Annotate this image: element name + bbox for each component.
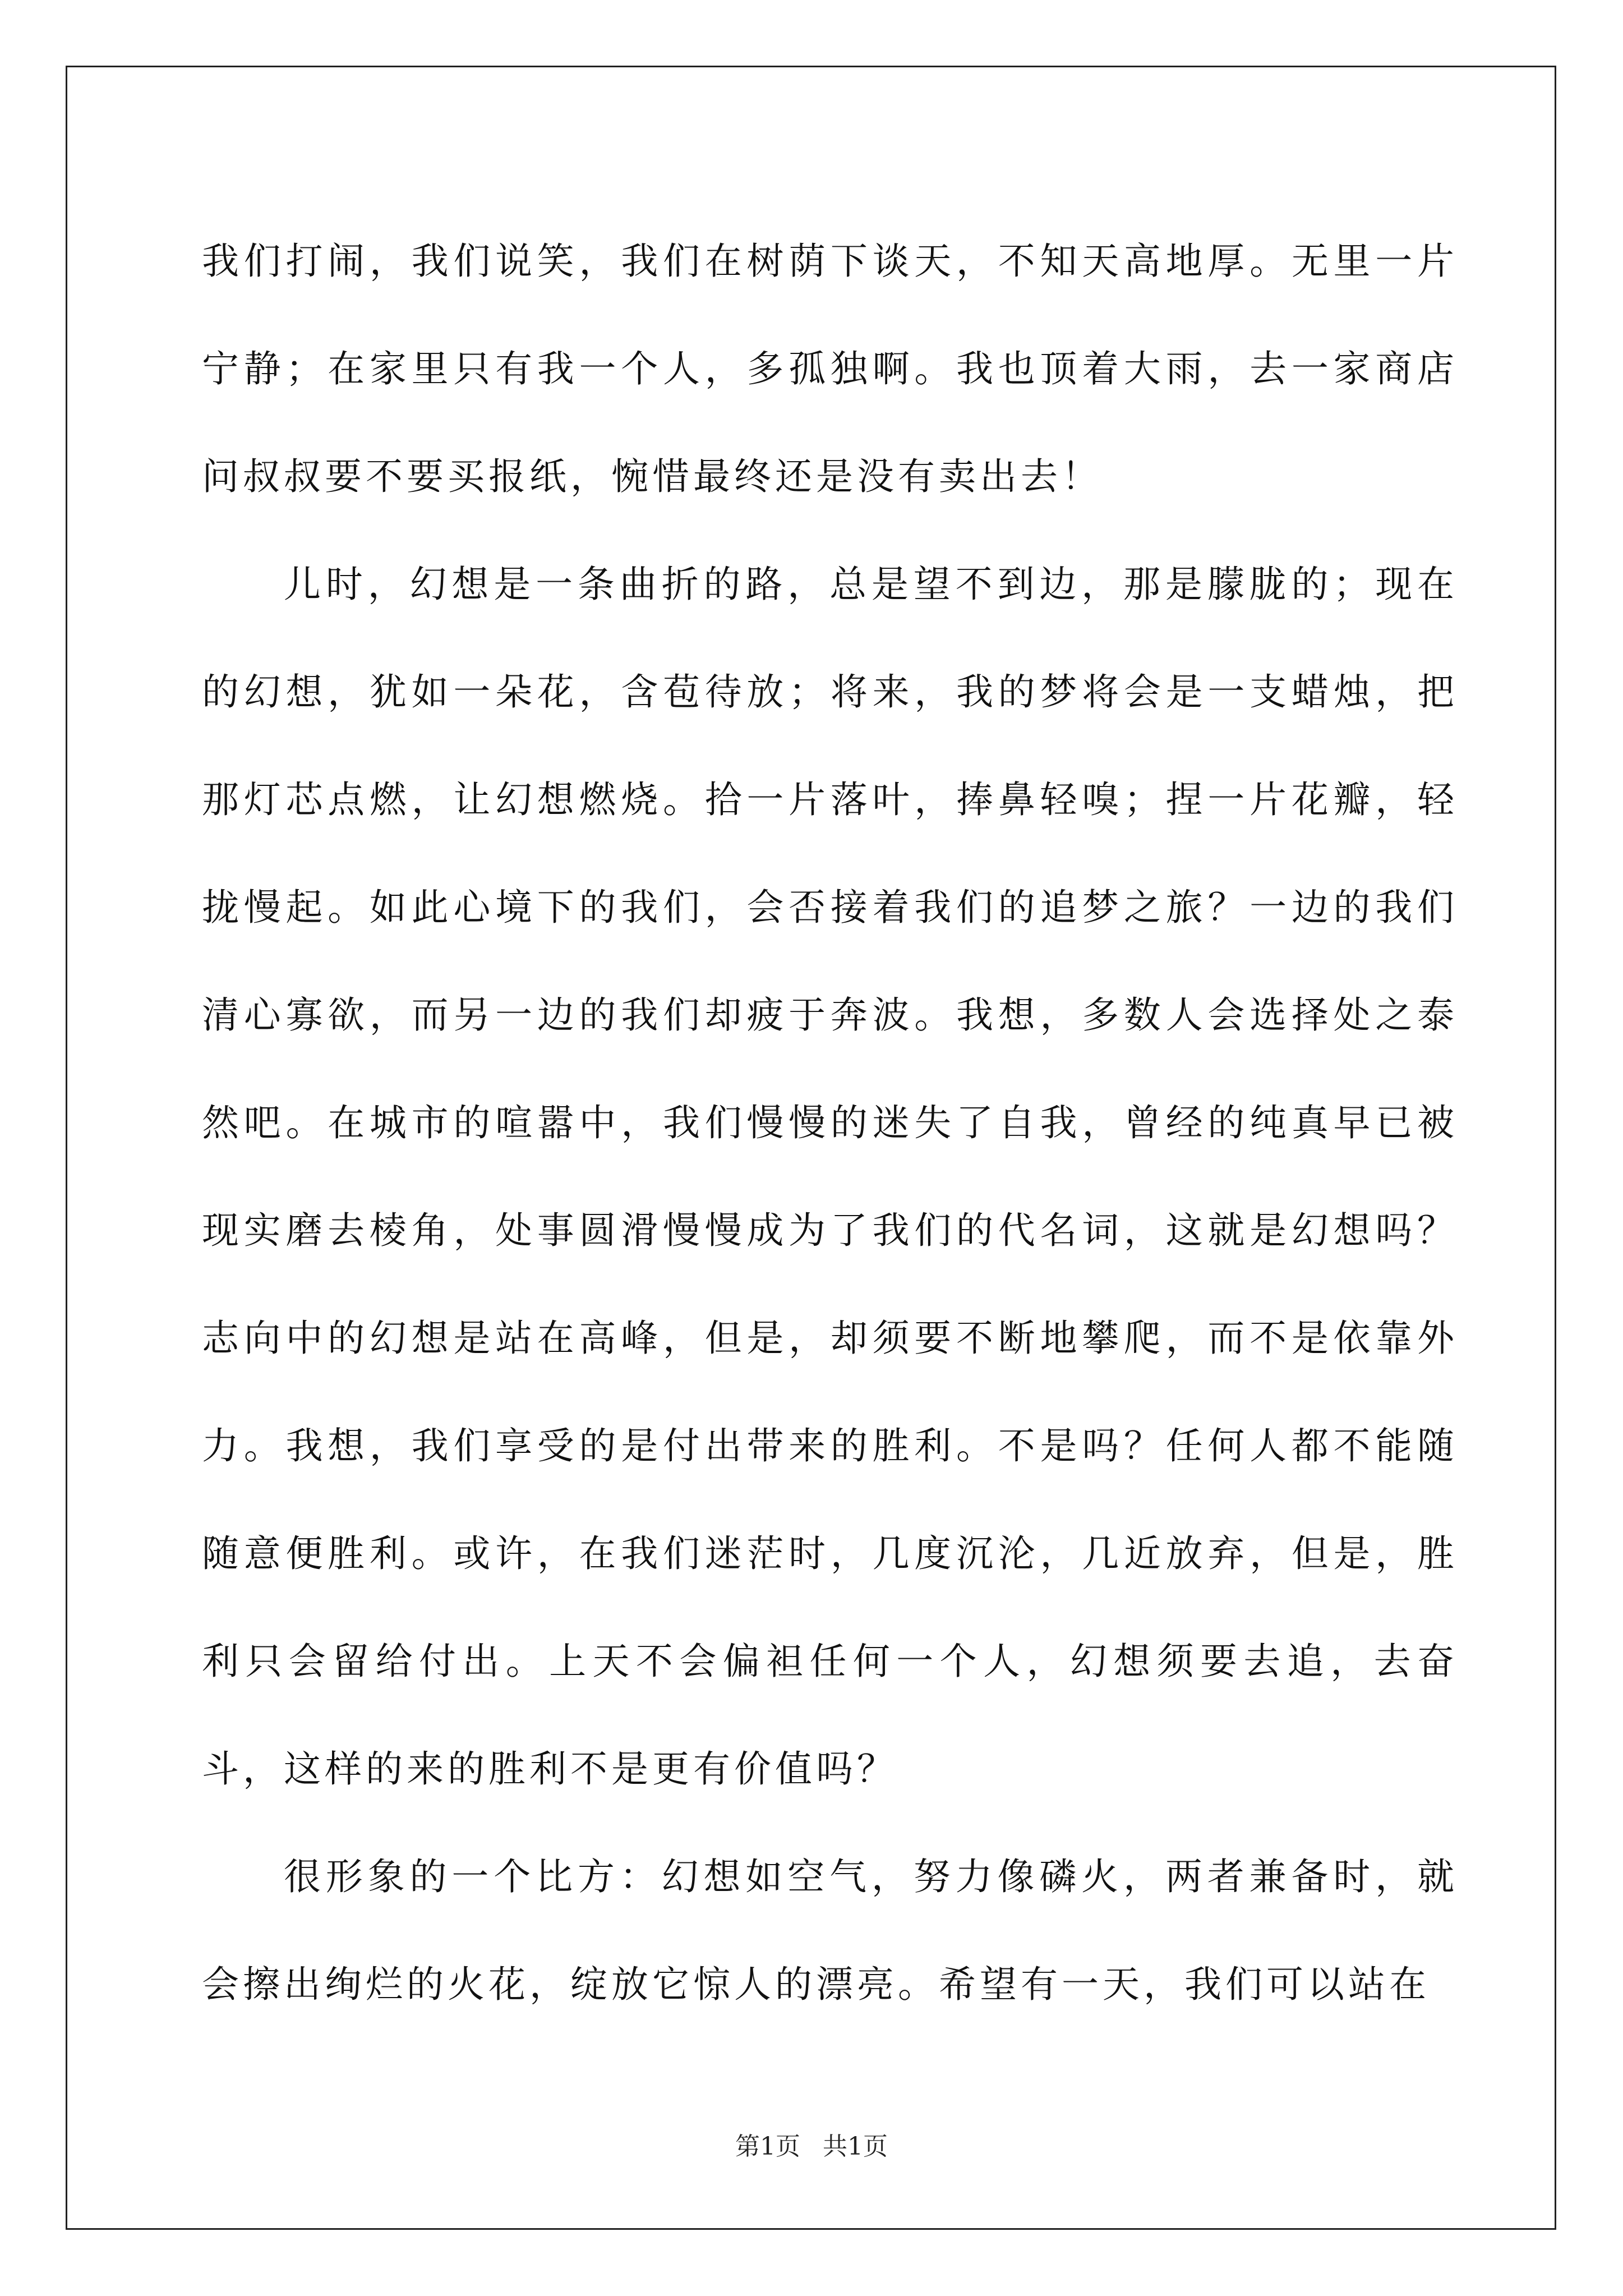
page-footer (0, 2126, 1623, 2162)
paragraph-3: 很形象的一个比方：幻想如空气，努力像磷火，两者兼备时，就会擦出绚烂的火花，绽放它惊人的漂亮。希望有一天，我们可以站在 (202, 1855, 1458, 2006)
paragraph-2: 儿时，幻想是一条曲折的路，总是望不到边，那是朦胧的；现在的幻想，犹如一朵花，含苞待放；将来，我的梦将会是一支蜡烛，把那灯芯点燃，让幻想燃烧。拾一片落叶，捧鼻轻嗅；捏一片花瓣，轻拢慢起。如此心境下的我们，会否接着我们的追梦之旅？一边的我们清心寡欲，而另一边的我们却疲于奔波。我想，多数人会选择处之泰然吧。在城市的喧嚣中，我们慢慢的迷失了自我，曾经的纯真早已被现实磨去棱角，处事圆滑慢慢成为了我们的代名词，这就是幻想吗？志向中的幻想是站在高峰，但是，却须要不断地攀爬，而不是依靠外力。我想，我们享受的是付出带来的胜利。不是吗？任何人都不能随随意便胜利。或许，在我们迷茫时，几度沉沦，几近放弃，但是，胜利只会留给付出。上天不会偏袒任何一个人，幻想须要去追，去奋斗，这样的来的胜利不是更有价值吗？ (202, 563, 1458, 1791)
page-number-total: 共1页 (823, 2132, 888, 2161)
document-body (202, 208, 1458, 2039)
page-number-current: 第1页 (735, 2132, 800, 2161)
paragraph-1: 我们打闹，我们说笑，我们在树荫下谈天，不知天高地厚。无里一片宁静；在家里只有我一个人，多孤独啊。我也顶着大雨，去一家商店问叔叔要不要买报纸，惋惜最终还是没有卖出去！ (202, 240, 1458, 498)
